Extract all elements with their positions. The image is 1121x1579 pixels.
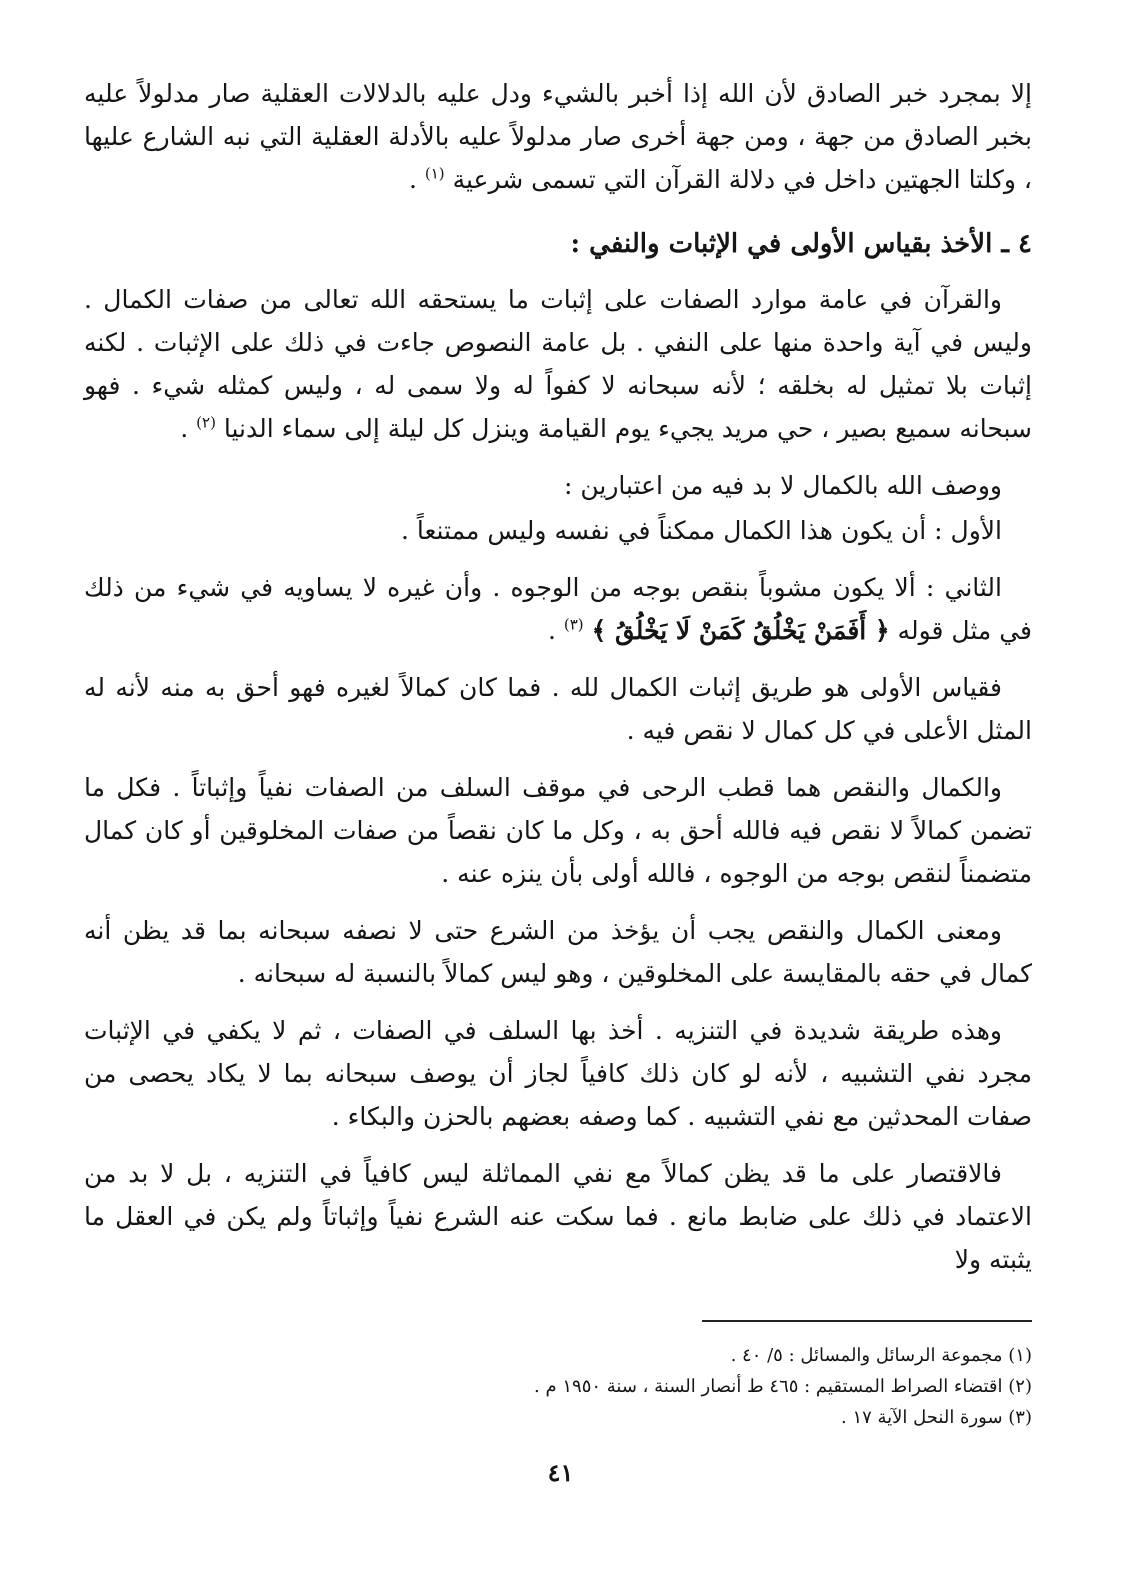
paragraph-1 (84, 72, 1032, 201)
paragraph-2-text: والقرآن في عامة موارد الصفات على إثبات ما يستحقه الله تعالى من صفات الكمال . وليس في آية واحدة منها على النفي . بل عامة النصوص جاءت في ذلك على الإثبات . لكنه إثبات بلا تمثيل له بخلقه ؛ لأنه سبحانه لا كفواً له ولا سمى له ، وليس كمثله شيء . فهو سبحانه سميع بصير ، حي مريد يجيء يوم القيامة وينزل كل ليلة إلى سماء الدنيا (84, 285, 1032, 443)
paragraph-2 (84, 278, 1032, 450)
paragraph-4 (84, 566, 1032, 652)
section-heading: ٤ ـ الأخذ بقياس الأولى في الإثبات والنفي : (570, 229, 1032, 259)
paragraph-5: فقياس الأولى هو طريق إثبات الكمال لله . فما كان كمالاً لغيره فهو أحق به منه لأنه له المثل الأعلى في كل كمال لا نقص فيه . (84, 673, 1032, 745)
footnote-ref-2[interactable]: (٢) (196, 413, 216, 432)
footnote-3: (٣) سورة النحل الآية ١٧ . (840, 1407, 1032, 1428)
paragraph-2-end: . (180, 414, 197, 443)
paragraph-3-line-2: الأول : أن يكون هذا الكمال ممكناً في نفسه وليس ممتنعاً . (400, 516, 1002, 545)
paragraph-7: ومعنى الكمال والنقص يجب أن يؤخذ من الشرع حتى لا نصفه سبحانه بما قد يظن أنه كمال في حقه بالمقايسة على المخلوقين ، وهو ليس كمالاً بالنسبة له سبحانه . (84, 916, 1032, 988)
footnote-2: (٢) اقتضاء الصراط المستقيم : ٤٦٥ ط أنصار السنة ، سنة ١٩٥٠ م . (534, 1376, 1032, 1397)
paragraph-9: فالاقتصار على ما قد يظن كمالاً مع نفي المماثلة ليس كافياً في التنزيه ، بل لا بد من الاعتماد في ذلك على ضابط مانع . فما سكت عنه الشرع نفياً وإثباتاً ولم يكن في العقل ما يثبته ولا (84, 1159, 1032, 1274)
paragraph-4-end: . (547, 616, 564, 645)
page-body (84, 72, 1032, 1295)
paragraph-8: وهذه طريقة شديدة في التنزيه . أخذ بها السلف في الصفات ، ثم لا يكفي في الإثبات مجرد نفي التشبيه ، لأنه لو كان ذلك كافياً لجاز أن يوصف سبحانه بما لا يكاد يحصى من صفات المحدثين مع نفي التشبيه . كما وصفه بعضهم بالحزن والبكاء . (84, 1016, 1032, 1131)
paragraph-1-end: . (408, 165, 425, 194)
page-number: ٤١ (547, 1458, 574, 1487)
paragraph-6: والكمال والنقص هما قطب الرحى في موقف السلف من الصفات نفياً وإثباتاً . فكل ما تضمن كمالاً لا نقص فيه فالله أحق به ، وكل ما كان نقصاً من صفات المخلوقين أو كان كمال متضمناً لنقص بوجه من الوجوه ، فالله أولى بأن ينزه عنه . (84, 773, 1032, 888)
quran-verse: ﴿ أَفَمَنْ يَخْلُقُ كَمَنْ لَا يَخْلُقُ ﴾ (591, 616, 890, 645)
paragraph-4-text: الثاني : ألا يكون مشوباً بنقص بوجه من الوجوه . وأن غيره لا يساويه في شيء من ذلك في مثل قوله (84, 573, 1032, 645)
footnote-divider (702, 1320, 1032, 1322)
footnote-ref-3[interactable]: (٣) (563, 615, 584, 634)
footnote-1: (١) مجموعة الرسائل والمسائل : ٥/ ٤٠ . (730, 1345, 1032, 1366)
footnote-ref-1[interactable]: (١) (424, 164, 445, 183)
paragraph-1-text: إلا بمجرد خبر الصادق لأن الله إذا أخبر بالشيء ودل عليه بالدلالات العقلية صار مدلولاً عليه بخبر الصادق من جهة ، ومن جهة أخرى صار مدلولاً عليه بالأدلة العقلية التي نبه الشارع عليها ، وكلتا الجهتين داخل في دلالة القرآن التي تسمى شرعية (84, 79, 1032, 194)
footnotes (332, 1340, 1032, 1433)
paragraph-3-line-1: ووصف الله بالكمال لا بد فيه من اعتبارين : (563, 471, 1002, 500)
